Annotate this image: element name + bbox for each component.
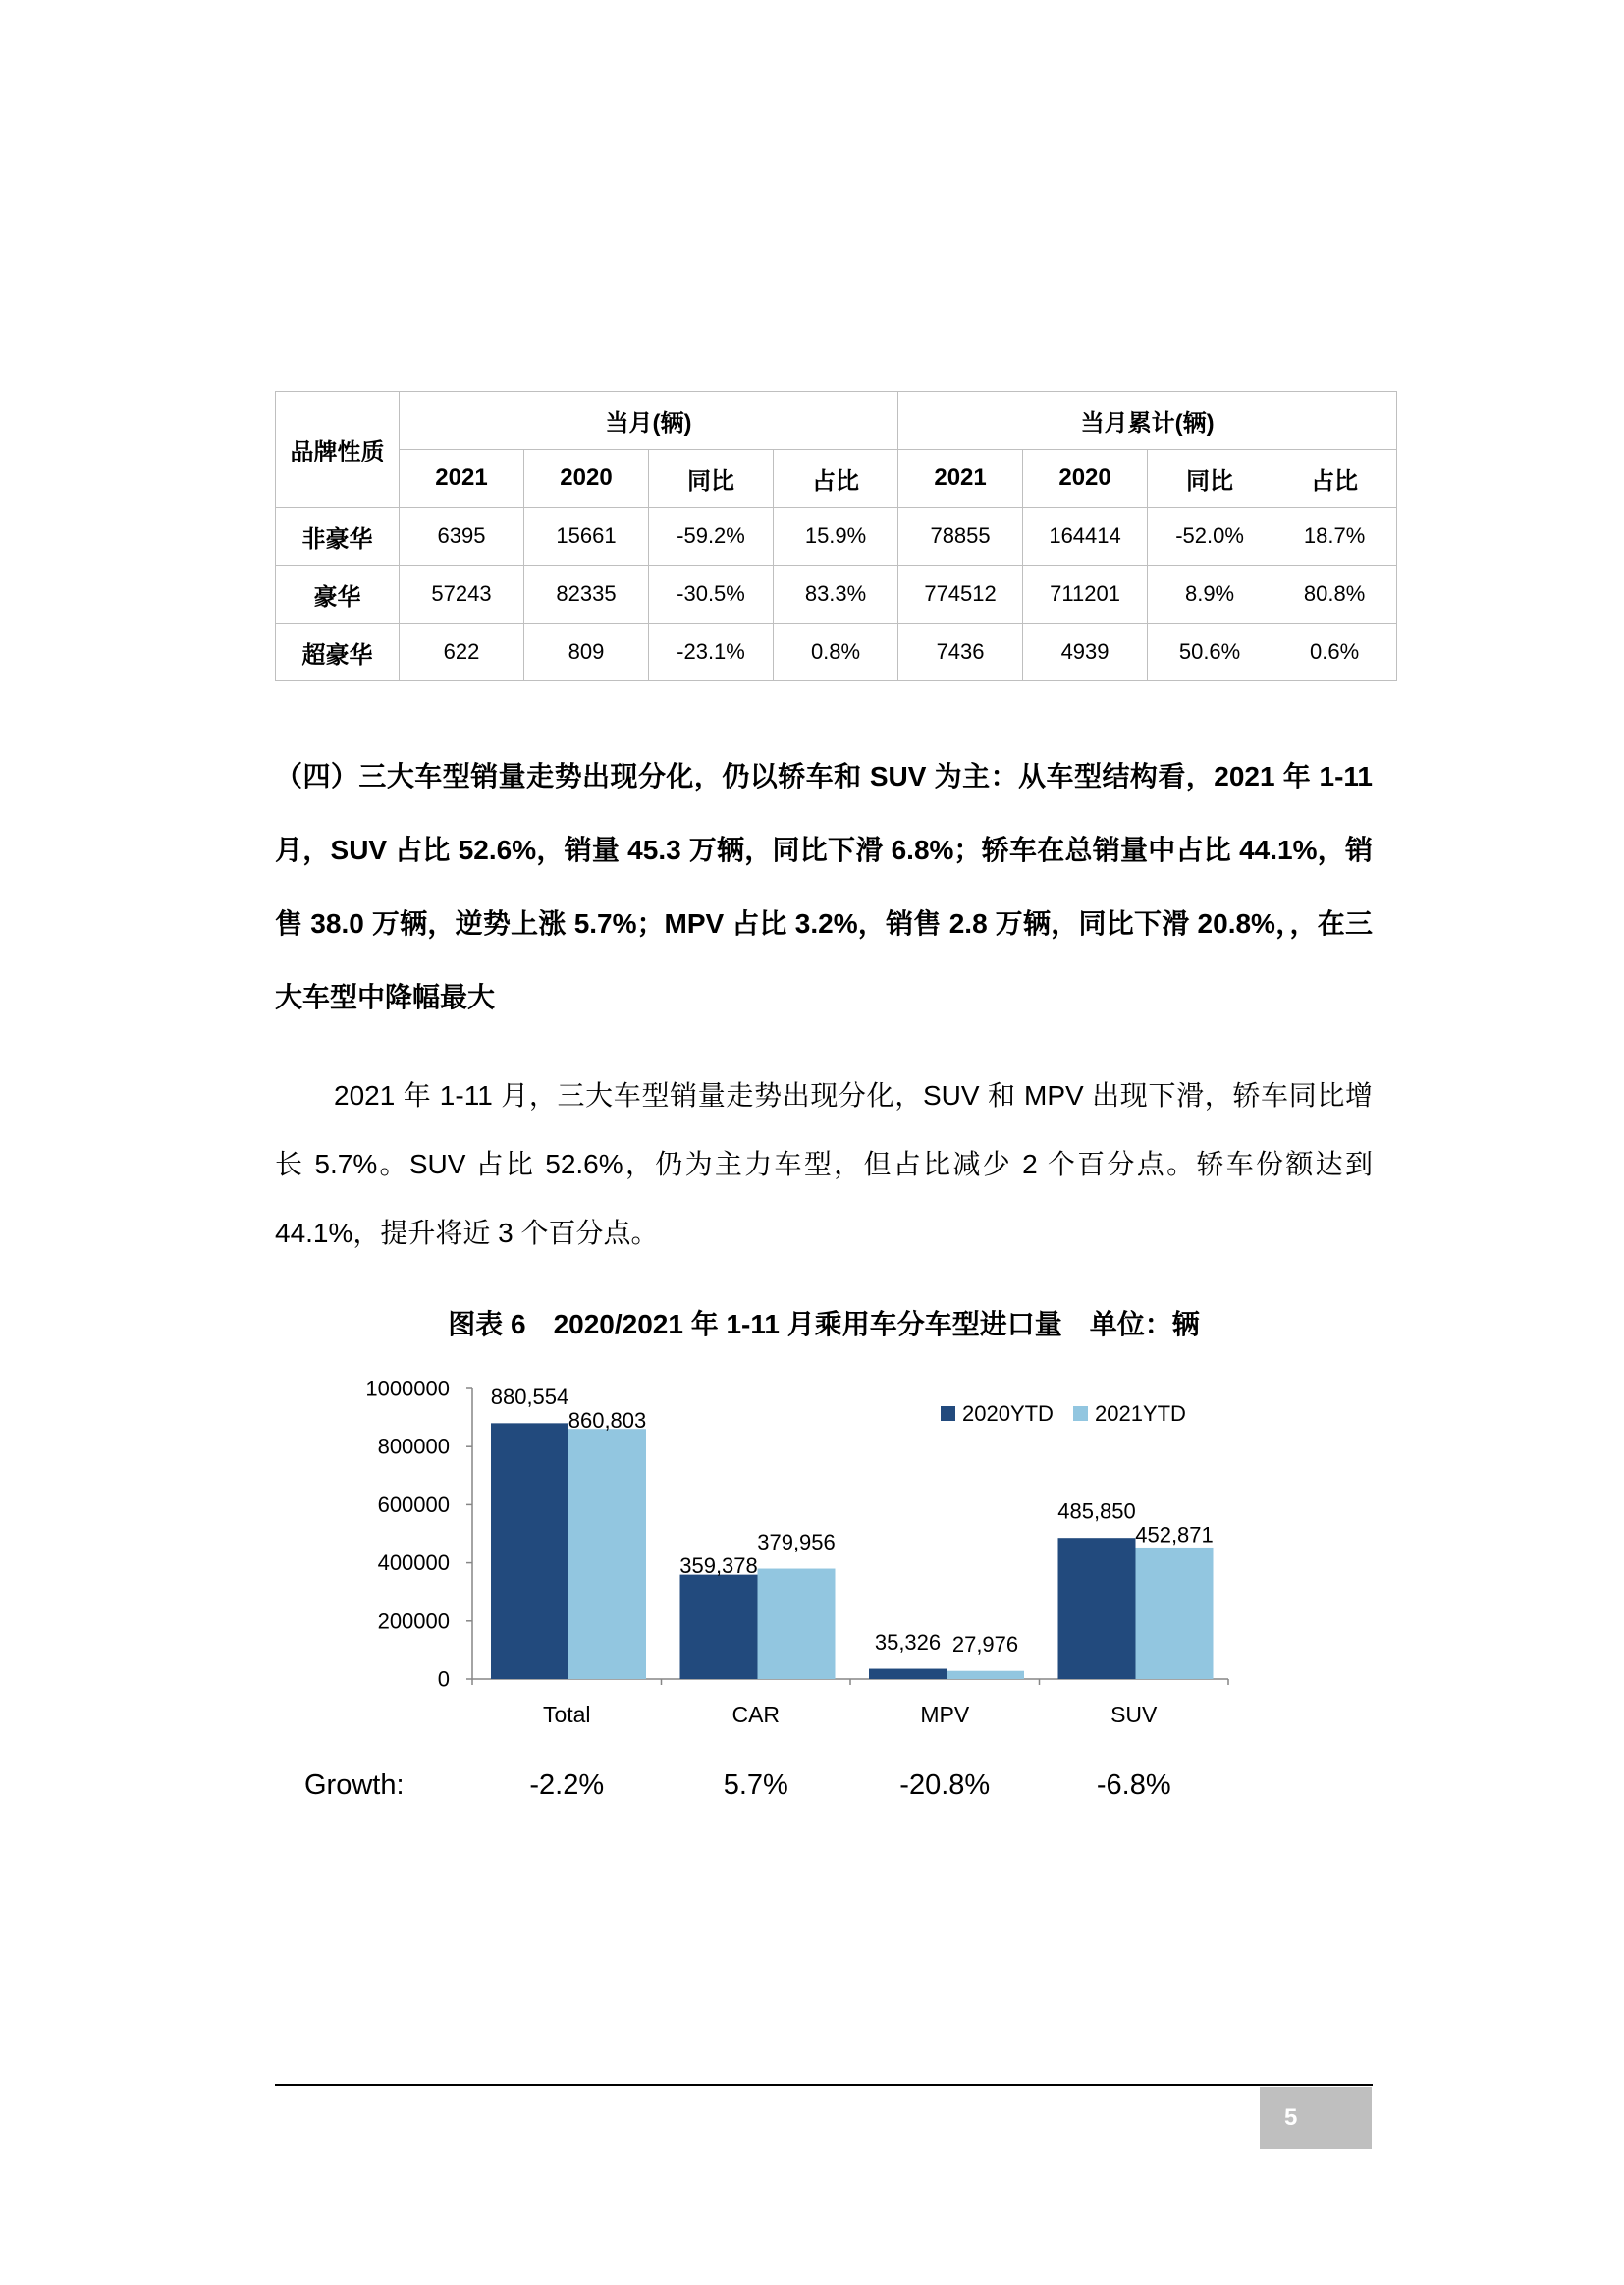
y-tick-label: 1000000 [365, 1376, 450, 1401]
y-tick-label: 800000 [377, 1434, 450, 1459]
current-month-header: 当月(辆) [400, 392, 898, 450]
growth-value: 5.7% [723, 1769, 788, 1801]
data-label-suv-2021ytd: 452,871 [1135, 1522, 1214, 1548]
table-cell: 164414 [1023, 508, 1148, 566]
document-body [275, 391, 1396, 1818]
table-cell: -52.0% [1148, 508, 1272, 566]
table-cell: 78855 [898, 508, 1023, 566]
table-cell: 82335 [524, 566, 649, 624]
table-cell: -30.5% [649, 566, 774, 624]
table-cell: 50.6% [1148, 624, 1272, 681]
subheader-share: 占比 [774, 450, 898, 508]
table-cell: 6395 [400, 508, 524, 566]
subheader-2020: 2020 [1023, 450, 1148, 508]
bar-mpv-2020ytd [869, 1669, 947, 1679]
bar-car-2020ytd [680, 1575, 758, 1679]
table-cell: 83.3% [774, 566, 898, 624]
subheader-2021: 2021 [400, 450, 524, 508]
bar-mpv-2021ytd [947, 1671, 1024, 1679]
growth-label: Growth: [304, 1769, 405, 1801]
import-volume-bar-chart [275, 1356, 1396, 1818]
subheader-share: 占比 [1272, 450, 1397, 508]
bar-suv-2020ytd [1058, 1538, 1136, 1679]
growth-value: -20.8% [899, 1769, 991, 1801]
table-cell: 15661 [524, 508, 649, 566]
table-row [276, 508, 1397, 566]
table-cell: 15.9% [774, 508, 898, 566]
page-number: 5 [1260, 2087, 1372, 2149]
ytd-header: 当月累计(辆) [898, 392, 1397, 450]
category-label: SUV [1110, 1702, 1158, 1727]
y-tick-label: 600000 [377, 1492, 450, 1517]
table-cell: 57243 [400, 566, 524, 624]
table-cell: -23.1% [649, 624, 774, 681]
data-label-suv-2020ytd: 485,850 [1057, 1498, 1136, 1524]
table-row [276, 624, 1397, 681]
subheader-2021: 2021 [898, 450, 1023, 508]
table-header-row [276, 392, 1397, 450]
table-subheader-row [276, 450, 1397, 508]
table-cell: 18.7% [1272, 508, 1397, 566]
bar-total-2020ytd [491, 1423, 568, 1679]
row-label: 超豪华 [276, 624, 400, 681]
y-tick-label: 200000 [377, 1608, 450, 1634]
table-cell: 622 [400, 624, 524, 681]
data-label-total-2020ytd: 880,554 [490, 1384, 569, 1409]
table-cell: 8.9% [1148, 566, 1272, 624]
data-label-total-2021ytd: 860,803 [568, 1407, 647, 1433]
table-cell: 0.8% [774, 624, 898, 681]
bar-suv-2021ytd [1136, 1548, 1214, 1679]
growth-value: -2.2% [529, 1769, 605, 1801]
category-label: Total [542, 1702, 591, 1727]
legend-label-2021ytd: 2021YTD [1095, 1401, 1186, 1426]
subheader-yoy: 同比 [1148, 450, 1272, 508]
footer-rule [275, 2084, 1373, 2086]
legend-swatch-2021ytd [1073, 1406, 1088, 1421]
data-label-car-2021ytd: 379,956 [757, 1530, 836, 1555]
body-paragraph: 2021 年 1-11 月，三大车型销量走势出现分化，SUV 和 MPV 出现下滑，轿车同比增长 5.7%。SUV 占比 52.6%，仍为主力车型，但占比减少 2 个百分点。轿车份额达到 44.1%，提升将近 3 个百分点。 [275, 1080, 1373, 1248]
table-cell: 809 [524, 624, 649, 681]
row-label: 非豪华 [276, 508, 400, 566]
table-cell: 711201 [1023, 566, 1148, 624]
y-tick-label: 0 [437, 1666, 450, 1692]
brand-type-header: 品牌性质 [276, 392, 400, 508]
table-row [276, 566, 1397, 624]
data-label-mpv-2020ytd: 35,326 [874, 1630, 942, 1656]
table-cell: 7436 [898, 624, 1023, 681]
subheader-2020: 2020 [524, 450, 649, 508]
bar-car-2021ytd [758, 1569, 836, 1679]
section-heading-paragraph: （四）三大车型销量走势出现分化，仍以轿车和 SUV 为主：从车型结构看，2021 年 1-11 月，SUV 占比 52.6%，销量 45.3 万辆，同比下滑 6.8%；轿车在总销量中占比 44.1%，销售 38.0 万辆，逆势上涨 5.7%；MPV 占比 3.2%，销售 2.8 万辆，同比下滑 20.8%，，在三大车型中降幅最大 [275, 761, 1373, 1012]
y-tick-label: 400000 [377, 1551, 450, 1576]
row-label: 豪华 [276, 566, 400, 624]
subheader-yoy: 同比 [649, 450, 774, 508]
table-cell: 0.6% [1272, 624, 1397, 681]
data-label-mpv-2021ytd: 27,976 [951, 1632, 1019, 1658]
brand-sales-table [275, 391, 1397, 681]
category-label: CAR [731, 1702, 781, 1727]
table-cell: 80.8% [1272, 566, 1397, 624]
legend-swatch-2020ytd [941, 1406, 955, 1421]
category-label: MPV [920, 1702, 970, 1727]
chart-title: 图表 6 2020/2021 年 1-11 月乘用车分车型进口量 单位：辆 [448, 1309, 1200, 1339]
growth-value: -6.8% [1096, 1769, 1171, 1801]
data-label-car-2020ytd: 359,378 [679, 1553, 758, 1579]
bar-total-2021ytd [568, 1429, 646, 1679]
legend-label-2020ytd: 2020YTD [962, 1401, 1054, 1426]
table-cell: 4939 [1023, 624, 1148, 681]
table-cell: 774512 [898, 566, 1023, 624]
table-cell: -59.2% [649, 508, 774, 566]
